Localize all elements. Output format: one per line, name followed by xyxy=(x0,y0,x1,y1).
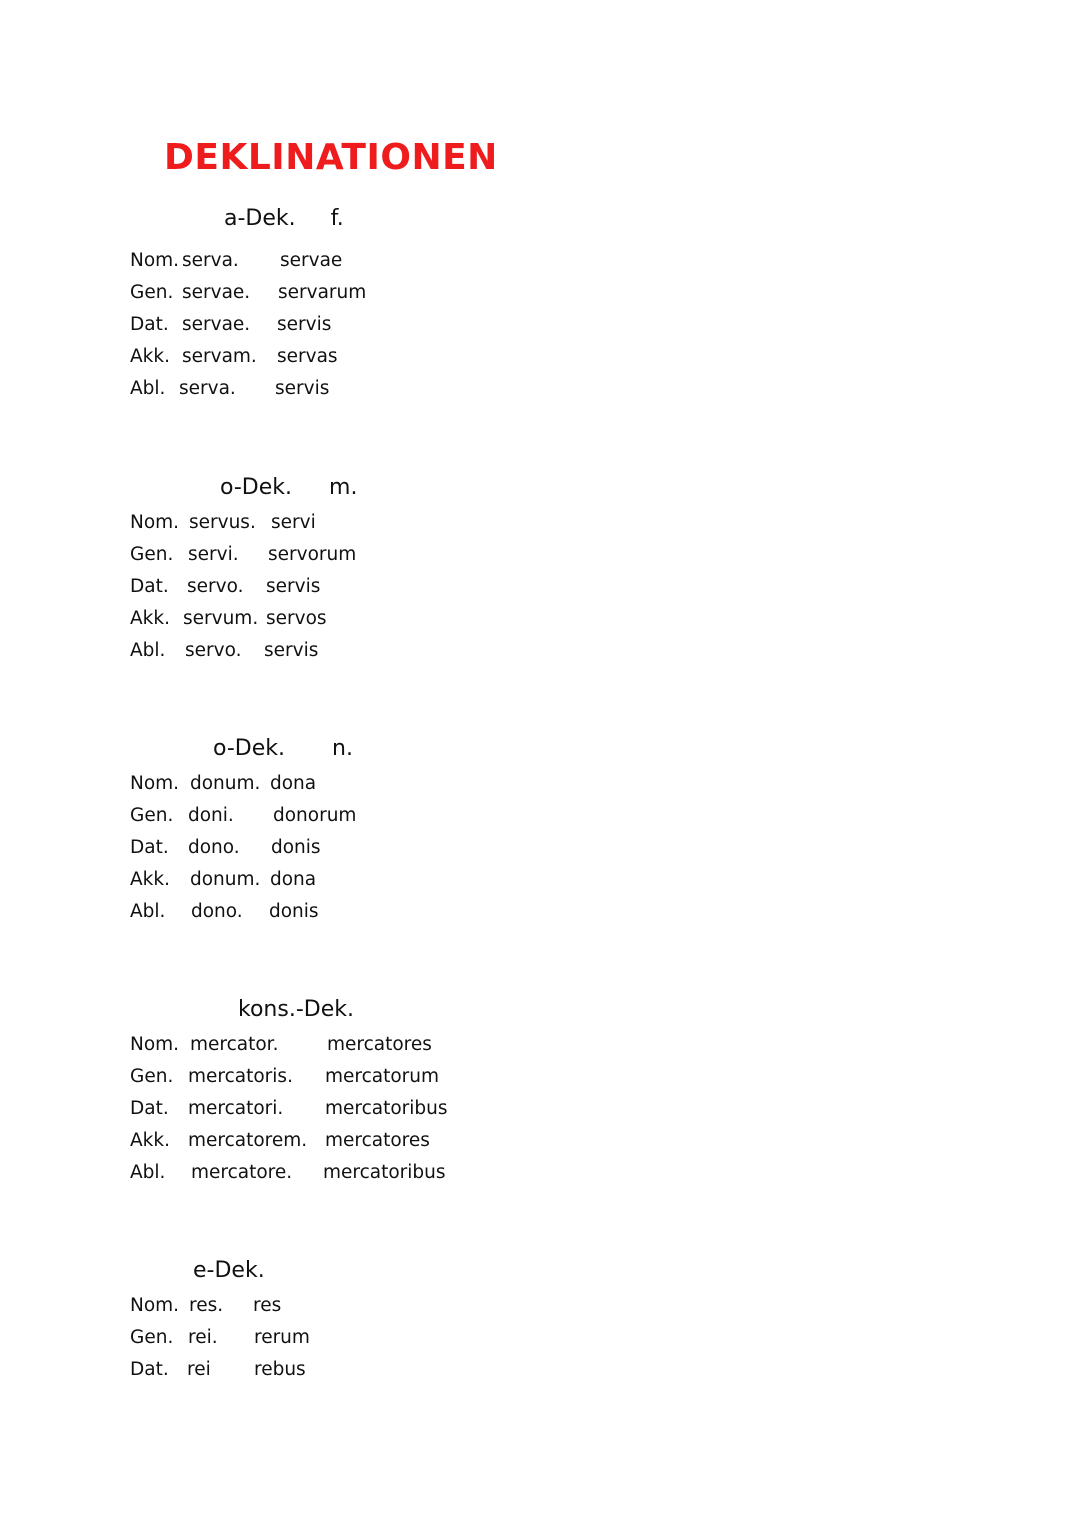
section-heading xyxy=(213,734,353,764)
case-row xyxy=(130,1324,630,1352)
section-heading xyxy=(224,204,344,234)
case-row xyxy=(130,770,630,798)
plural-form: servarum xyxy=(278,282,367,303)
case-row xyxy=(130,898,630,926)
plural-form: mercatores xyxy=(327,1034,432,1055)
case-label: Akk. xyxy=(130,1130,170,1151)
plural-form: servis xyxy=(275,378,330,399)
case-row xyxy=(130,637,630,665)
section-heading xyxy=(238,995,354,1025)
singular-form: dono. xyxy=(188,837,240,858)
case-row xyxy=(130,343,630,371)
singular-form: rei. xyxy=(188,1327,218,1348)
case-label: Akk. xyxy=(130,346,170,367)
singular-form: servae. xyxy=(182,314,251,335)
case-row xyxy=(130,311,630,339)
singular-form: servo. xyxy=(185,640,242,661)
case-label: Nom. xyxy=(130,250,180,271)
singular-form: serva. xyxy=(182,250,239,271)
case-label: Dat. xyxy=(130,314,169,335)
plural-form: servae xyxy=(280,250,343,271)
case-row xyxy=(130,834,630,862)
case-label: Abl. xyxy=(130,1162,166,1183)
case-label: Gen. xyxy=(130,282,174,303)
case-label: Akk. xyxy=(130,869,170,890)
case-row xyxy=(130,573,630,601)
plural-form: mercatores xyxy=(325,1130,430,1151)
case-label: Abl. xyxy=(130,640,166,661)
singular-form: dono. xyxy=(191,901,243,922)
plural-form: servorum xyxy=(268,544,357,565)
singular-form: servae. xyxy=(182,282,251,303)
plural-form: dona xyxy=(270,869,317,890)
plural-form: donis xyxy=(269,901,319,922)
case-row xyxy=(130,802,630,830)
singular-form: res. xyxy=(189,1295,224,1316)
case-row xyxy=(130,1159,630,1187)
plural-form: rerum xyxy=(254,1327,310,1348)
singular-form: doni. xyxy=(188,805,234,826)
section-heading xyxy=(193,1256,265,1286)
gender-label: m. xyxy=(329,475,358,500)
singular-form: servam. xyxy=(182,346,257,367)
case-label: Nom. xyxy=(130,773,180,794)
case-row xyxy=(130,1292,630,1320)
document-title: DEKLINATIONEN xyxy=(164,137,498,178)
case-row xyxy=(130,1031,630,1059)
case-row xyxy=(130,1127,630,1155)
plural-form: servis xyxy=(264,640,319,661)
singular-form: rei xyxy=(187,1359,211,1380)
declension-name: a-Dek. xyxy=(224,206,296,231)
singular-form: serva. xyxy=(179,378,236,399)
case-label: Nom. xyxy=(130,512,180,533)
case-row xyxy=(130,866,630,894)
case-row xyxy=(130,279,630,307)
plural-form: res xyxy=(253,1295,282,1316)
singular-form: mercatori. xyxy=(188,1098,284,1119)
case-row xyxy=(130,247,630,275)
case-label: Dat. xyxy=(130,576,169,597)
case-label: Dat. xyxy=(130,1359,169,1380)
plural-form: servis xyxy=(277,314,332,335)
gender-label: f. xyxy=(330,206,344,231)
case-label: Gen. xyxy=(130,1327,174,1348)
case-row xyxy=(130,375,630,403)
declension-name: o-Dek. xyxy=(213,736,286,761)
section-heading xyxy=(220,473,357,503)
declension-name: e-Dek. xyxy=(193,1258,265,1283)
case-label: Abl. xyxy=(130,901,166,922)
singular-form: servi. xyxy=(188,544,239,565)
plural-form: mercatorum xyxy=(325,1066,440,1087)
singular-form: donum. xyxy=(190,869,261,890)
plural-form: dona xyxy=(270,773,317,794)
singular-form: mercatore. xyxy=(191,1162,293,1183)
declension-name: o-Dek. xyxy=(220,475,293,500)
plural-form: servos xyxy=(266,608,327,629)
case-row xyxy=(130,509,630,537)
plural-form: donorum xyxy=(273,805,357,826)
case-label: Gen. xyxy=(130,805,174,826)
singular-form: mercator. xyxy=(190,1034,279,1055)
case-label: Akk. xyxy=(130,608,170,629)
singular-form: servus. xyxy=(189,512,256,533)
case-row xyxy=(130,1095,630,1123)
plural-form: mercatoribus xyxy=(323,1162,446,1183)
plural-form: donis xyxy=(271,837,321,858)
plural-form: servas xyxy=(277,346,338,367)
plural-form: mercatoribus xyxy=(325,1098,448,1119)
case-row xyxy=(130,1356,630,1384)
singular-form: servum. xyxy=(183,608,259,629)
case-label: Nom. xyxy=(130,1295,180,1316)
plural-form: servi xyxy=(271,512,316,533)
case-label: Dat. xyxy=(130,1098,169,1119)
case-row xyxy=(130,605,630,633)
plural-form: servis xyxy=(266,576,321,597)
gender-label: n. xyxy=(332,736,353,761)
singular-form: mercatoris. xyxy=(188,1066,293,1087)
singular-form: mercatorem. xyxy=(188,1130,308,1151)
case-row xyxy=(130,1063,630,1091)
case-label: Nom. xyxy=(130,1034,180,1055)
case-label: Gen. xyxy=(130,1066,174,1087)
case-label: Abl. xyxy=(130,378,166,399)
singular-form: servo. xyxy=(187,576,244,597)
plural-form: rebus xyxy=(254,1359,306,1380)
singular-form: donum. xyxy=(190,773,261,794)
case-label: Gen. xyxy=(130,544,174,565)
case-row xyxy=(130,541,630,569)
declension-name: kons.-Dek. xyxy=(238,997,354,1022)
case-label: Dat. xyxy=(130,837,169,858)
